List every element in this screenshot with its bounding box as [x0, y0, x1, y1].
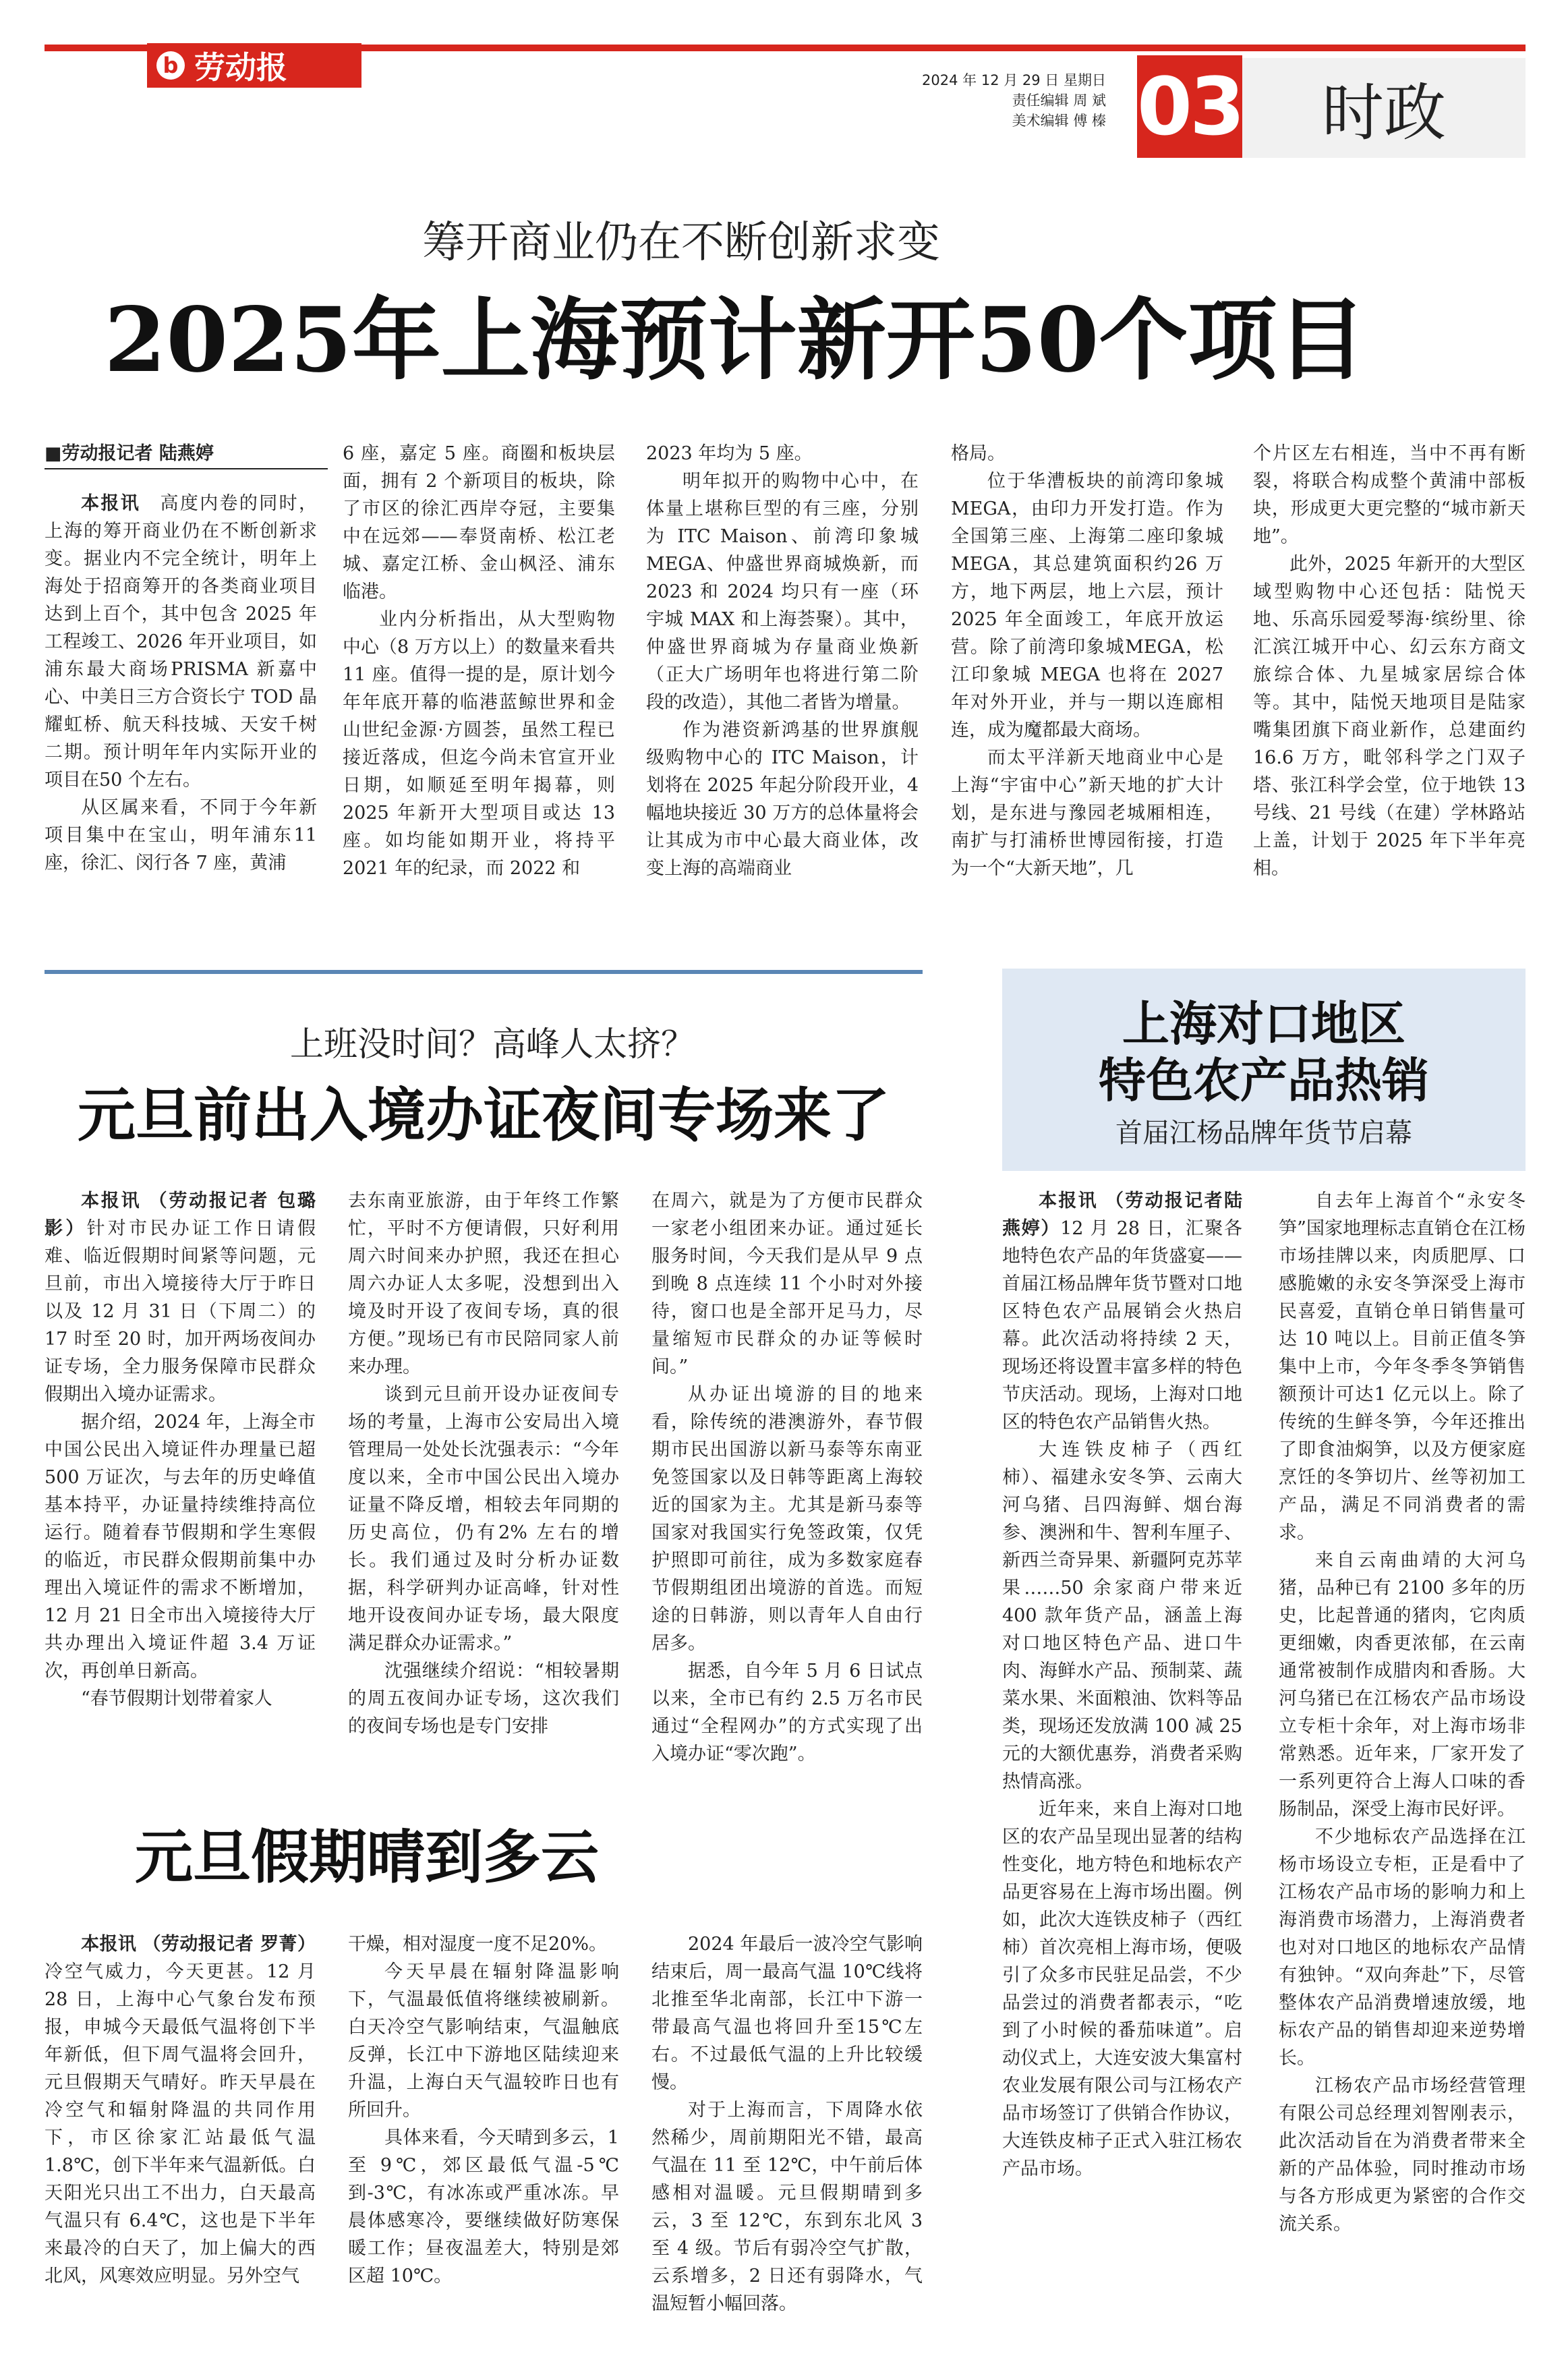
article1-col-3: 2023 年均为 5 座。 明年拟开的购物中心中，在体量上堪称巨型的有三座，分别为 ITC Maison、前湾印象城 MEGA、仲盛世界商城焕新，而 2023 和 2024 均只有一座（环宇城 MAX 和上海荟聚）。其中，仲盛世界商城为存量商业焕新（正大广场明年也将进行第二阶段的改造），其他二者皆为增量。 作为港资新鸿基的世界旗舰级购物中心的 ITC Maison，计划将在 2025 年起分阶段开业，4 幅地块接近 30 万方的总体量将会让其成为市中心最大商业体，改变上海的高端商业	[646, 443, 919, 879]
issue-date: 2024 年 12 月 29 日 星期日	[922, 72, 1106, 88]
article3-col-1: 本报讯 （劳动报记者 罗菁）冷空气威力，今天更甚。12 月 28 日，上海中心气象台发布预报，申城今天最低气温将创下半年新低，但下周气温将会回升，元旦假期天气晴好。昨天早晨在冷空气和辐射降温的共同作用下，市区徐家汇站最低气温 1.8℃，创下半年来气温新低。白天阳光只出工不出力，白天最高气温只有 6.4℃，这也是下半年来最冷的白天了，加上偏大的西北风，风寒效应明显。另外空气	[45, 1934, 316, 2287]
section-name: 时政	[1242, 58, 1526, 158]
article4-lead: 本报讯	[1039, 1190, 1099, 1211]
article3-col-2: 干燥，相对湿度一度不足20%。 今天早晨在辐射降温影响下，气温最低值将继续被刷新。白天冷空气影响结束，气温触底反弹，长江中下游地区陆续迎来升温，上海白天气温较昨日也有所回升。 具体来看，今天晴到多云，1 至 9℃，郊区最低气温-5℃到-3℃，有冰冻或严重冰冻。早晨体感寒冷，要继续做好防寒保暖工作；昼夜温差大，特别是郊区超 10℃。	[348, 1934, 619, 2287]
article4-headline-line2: 特色农产品热销	[1099, 1052, 1429, 1108]
issue-editor: 责任编辑 周 斌	[1012, 92, 1106, 109]
article2-col-2: 去东南亚旅游，由于年终工作繁忙，平时不方便请假，只好利用周六时间来办护照，我还在担心周六办证人太多呢，没想到出入境及时开设了夜间专场，真的很方便。”现场已有市民陪同家人前来办理。 谈到元旦前开设办证夜间专场的考量，上海市公安局出入境管理局一处处长沈强表示：“今年度以来，全市中国公民出入境办证量不降反增，相较去年同期的历史高位，仍有2% 左右的增长。我们通过及时分析办证数据，科学研判办证高峰，针对性地开设夜间办证专场，最大限度满足群众办证需求。” 沈强继续介绍说：“相较暑期的周五夜间办证专场，这次我们的夜间专场也是专门安排	[348, 1190, 619, 1737]
article3-lead: 本报讯	[81, 1934, 137, 1955]
article1-col-5: 个片区左右相连，当中不再有断裂，将联合构成整个黄浦中部板块，形成更大更完整的“城市新天地”。 此外，2025 年新开的大型区域型购物中心还包括：陆悦天地、乐高乐园爱琴海·缤纷里、徐汇滨江城开中心、幻云东方商文旅综合体、九星城家居综合体等。其中，陆悦天地项目是陆家嘴集团旗下商业新作，总建面约 16.6 万方，毗邻科学之门双子塔、张江科学会堂，位于地铁 13 号线、21 号线（在建）学林路站上盖，计划于 2025 年下半年亮相。	[1253, 443, 1526, 879]
article4-headline-line1: 上海对口地区	[1122, 996, 1405, 1052]
article4-byline: （劳动报记者陆燕婷）	[1002, 1190, 1243, 1239]
article1-lead: 本报讯	[81, 493, 141, 514]
article2-byline: （劳动报记者 包璐影）	[45, 1190, 316, 1239]
article2-col-3: 在周六，就是为了方便市民群众一家老小组团来办证。通过延长服务时间，今天我们是从早 9 点到晚 8 点连续 11 个小时对外接待，窗口也是全部开足马力，尽量缩短市民群众的办证等候时间。” 从办证出境游的目的地来看，除传统的港澳游外，春节假期市民出国游以新马泰等东南亚免签国家以及日韩等距离上海较近的国家为主。尤其是新马泰等国家对我国实行免签政策，仅凭护照即可前往，成为多数家庭春节假期组团出境游的首选。而短途的日韩游，则以青年人自由行居多。 据悉，自今年 5 月 6 日试点以来，全市已有约 2.5 万名市民通过“全程网办”的方式实现了出入境办证“零次跑”。	[651, 1190, 923, 1764]
article1-col-4: 格局。 位于华漕板块的前湾印象城 MEGA，由印力开发打造。作为全国第三座、上海第二座印象城 MEGA，其总建筑面积约26 万方，地下两层，地上六层，预计 2025 年全面竣工，年底开放运营。除了前湾印象城MEGA，松江印象城 MEGA 也将在 2027 年对外开业，并与一期以连廊相连，成为魔都最大商场。 而太平洋新天地商业中心是上海“宇宙中心”新天地的扩大计划，是东进与豫园老城厢相连，南扩与打浦桥世博园衔接，打造为一个“大新天地”，几	[951, 443, 1223, 879]
article1-byline: ■劳动报记者 陆燕婷	[45, 443, 214, 464]
article4-col-2: 自去年上海首个“永安冬笋”国家地理标志直销仓在江杨市场挂牌以来，肉质肥厚、口感脆嫩的永安冬笋深受上海市民喜爱，直销仓单日销售量可达 10 吨以上。目前正值冬笋集中上市，今年冬季冬笋销售额预计可达1 亿元以上。除了传统的生鲜冬笋，今年还推出了即食油焖笋，以及方便家庭烹饪的冬笋切片、丝等初加工产品，满足不同消费者的需求。 来自云南曲靖的大河乌猪，品种已有 2100 多年的历史，比起普通的猪肉，它肉质更细嫩，肉香更浓郁，在云南通常被制作成腊肉和香肠。大河乌猪已在江杨农产品市场设立专柜十余年，对上海市场非常熟悉。近年来，厂家开发了一系列更符合上海人口味的香肠制品，深受上海市民好评。 不少地标农产品选择在江杨市场设立专柜，正是看中了江杨农产品市场的影响力和上海消费市场潜力，上海消费者也对对口地区的地标农产品情有独钟。“双向奔赴”下，尽管整体农产品消费增速放缓，地标农产品的销售却迎来逆势增长。 江杨农产品市场经营管理有限公司总经理刘智刚表示，此次活动旨在为消费者带来全新的产品体验，同时推动市场与各方形成更为紧密的合作交流关系。	[1279, 1190, 1526, 2235]
article2-top-rule	[45, 970, 923, 974]
article1-headline: 2025年上海预计新开50个项目	[104, 288, 1366, 393]
issue-meta	[782, 70, 1106, 131]
article1-col-1: 本报讯 高度内卷的同时，上海的筹开商业仍在不断创新求变。据业内不完全统计，明年上海处于招商筹开的各类商业项目达到上百个，其中包含 2025 年工程竣工、2026 年开业项目，如浦东最大商场PRISMA 新嘉中心、中美日三方合资长宁 TOD 晶耀虹桥、航天科技城、天安千树二期。预计明年年内实际开业的项目在50 个左右。 从区属来看，不同于今年新项目集中在宝山，明年浦东11 座，徐汇、闵行各 7 座，黄浦	[45, 493, 318, 873]
article2-lead: 本报讯	[81, 1190, 142, 1211]
page-number: 03	[1137, 55, 1242, 158]
logo-mark-icon: b	[156, 51, 185, 80]
article3-col-3: 2024 年最后一波冷空气影响结束后，周一最高气温 10℃线将北推至华北南部，长江中下游一带最高气温也将回升至15℃左右。不过最低气温的上升比较缓慢。 对于上海而言，下周降水依然稀少，周前期阳光不错，最高气温在 11 至 12℃，中午前后体感相对温暖。元旦假期晴到多云，3 至 12℃，东到东北风 3 至 4 级。节后有弱冷空气扩散，云系增多，2 日还有弱降水，气温短暂小幅回落。	[651, 1934, 923, 2314]
newspaper-logo	[147, 43, 361, 88]
article4-header-box	[1002, 969, 1526, 1171]
article3-byline: （劳动报记者 罗菁）	[142, 1934, 316, 1955]
issue-art-editor: 美术编辑 傅 榛	[1012, 113, 1106, 129]
article2-kicker: 上班没时间？高峰人太挤？	[290, 1025, 695, 1064]
article4-col-1: 本报讯 （劳动报记者陆燕婷）12 月 28 日，汇聚各地特色农产品的年货盛宴——首届江杨品牌年货节暨对口地区特色农产品展销会火热启幕。此次活动将持续 2 天，现场还将设置丰富多样的特色节庆活动。现场，上海对口地区的特色农产品销售火热。 大连铁皮柿子（西红柿）、福建永安冬笋、云南大河乌猪、吕四海鲜、烟台海参、澳洲和牛、智利车厘子、新西兰奇异果、新疆阿克苏苹果……50 余家商户带来近 400 款年货产品，涵盖上海对口地区特色产品、进口牛肉、海鲜水产品、预制菜、蔬菜水果、米面粮油、饮料等品类，现场还发放满 100 减 25 元的大额优惠券，消费者采购热情高涨。 近年来，来自上海对口地区的农产品呈现出显著的结构性变化，地方特色和地标农产品更容易在上海市场出圈。例如，此次大连铁皮柿子（西红柿）首次亮相上海市场，便吸引了众多市民驻足品尝，不少品尝过的消费者都表示，“吃到了小时候的番茄味道”。启动仪式上，大连安波大集富村农业发展有限公司与江杨农产品市场签订了供销合作协议，大连铁皮柿子正式入驻江杨农产品市场。	[1002, 1190, 1243, 2179]
paper-name: 劳动报	[194, 49, 287, 86]
article2-col-1: 本报讯 （劳动报记者 包璐影）针对市民办证工作日请假难、临近假期时间紧等问题，元旦前，市出入境接待大厅于昨日以及 12 月 31 日（下周二）的 17 时至 20 时，加开两场夜间办证专场，全力服务保障市民群众假期出入境办证需求。 据介绍，2024 年，上海全市中国公民出入境证件办理量已超 500 万证次，与去年的历史峰值基本持平，办证量持续维持高位运行。随着春节假期和学生寒假的临近，市民群众假期前集中办理出入境证件的需求不断增加，12 月 21 日全市出入境接待大厅共办理出入境证件超 3.4 万证次，再创单日新高。 “春节假期计划带着家人	[45, 1190, 316, 1709]
article3-headline: 元旦假期晴到多云	[135, 1823, 599, 1891]
article1-byline-rule	[45, 468, 328, 469]
article1-kicker: 筹开商业仍在不断创新求变	[422, 218, 940, 268]
article2-headline: 元旦前出入境办证夜间专场来了	[78, 1081, 890, 1149]
article1-col-2: 6 座，嘉定 5 座。商圈和板块层面，拥有 2 个新项目的板块，除了市区的徐汇西岸夺冠，主要集中在远郊——奉贤南桥、松江老城、嘉定江桥、金山枫泾、浦东临港。 业内分析指出，从大型购物中心（8 万方以上）的数量来看共 11 座。值得一提的是，原计划今年年底开幕的临港蓝鲸世界和金山世纪金源·方圆荟，虽然工程已接近落成，但迄今尚未官宣开业日期，如顺延至明年揭幕，则2025 年新开大型项目或达 13座。如均能如期开业，将持平2021 年的纪录，而 2022 和	[343, 443, 615, 879]
article4-subhead: 首届江杨品牌年货节启幕	[1115, 1118, 1412, 1149]
